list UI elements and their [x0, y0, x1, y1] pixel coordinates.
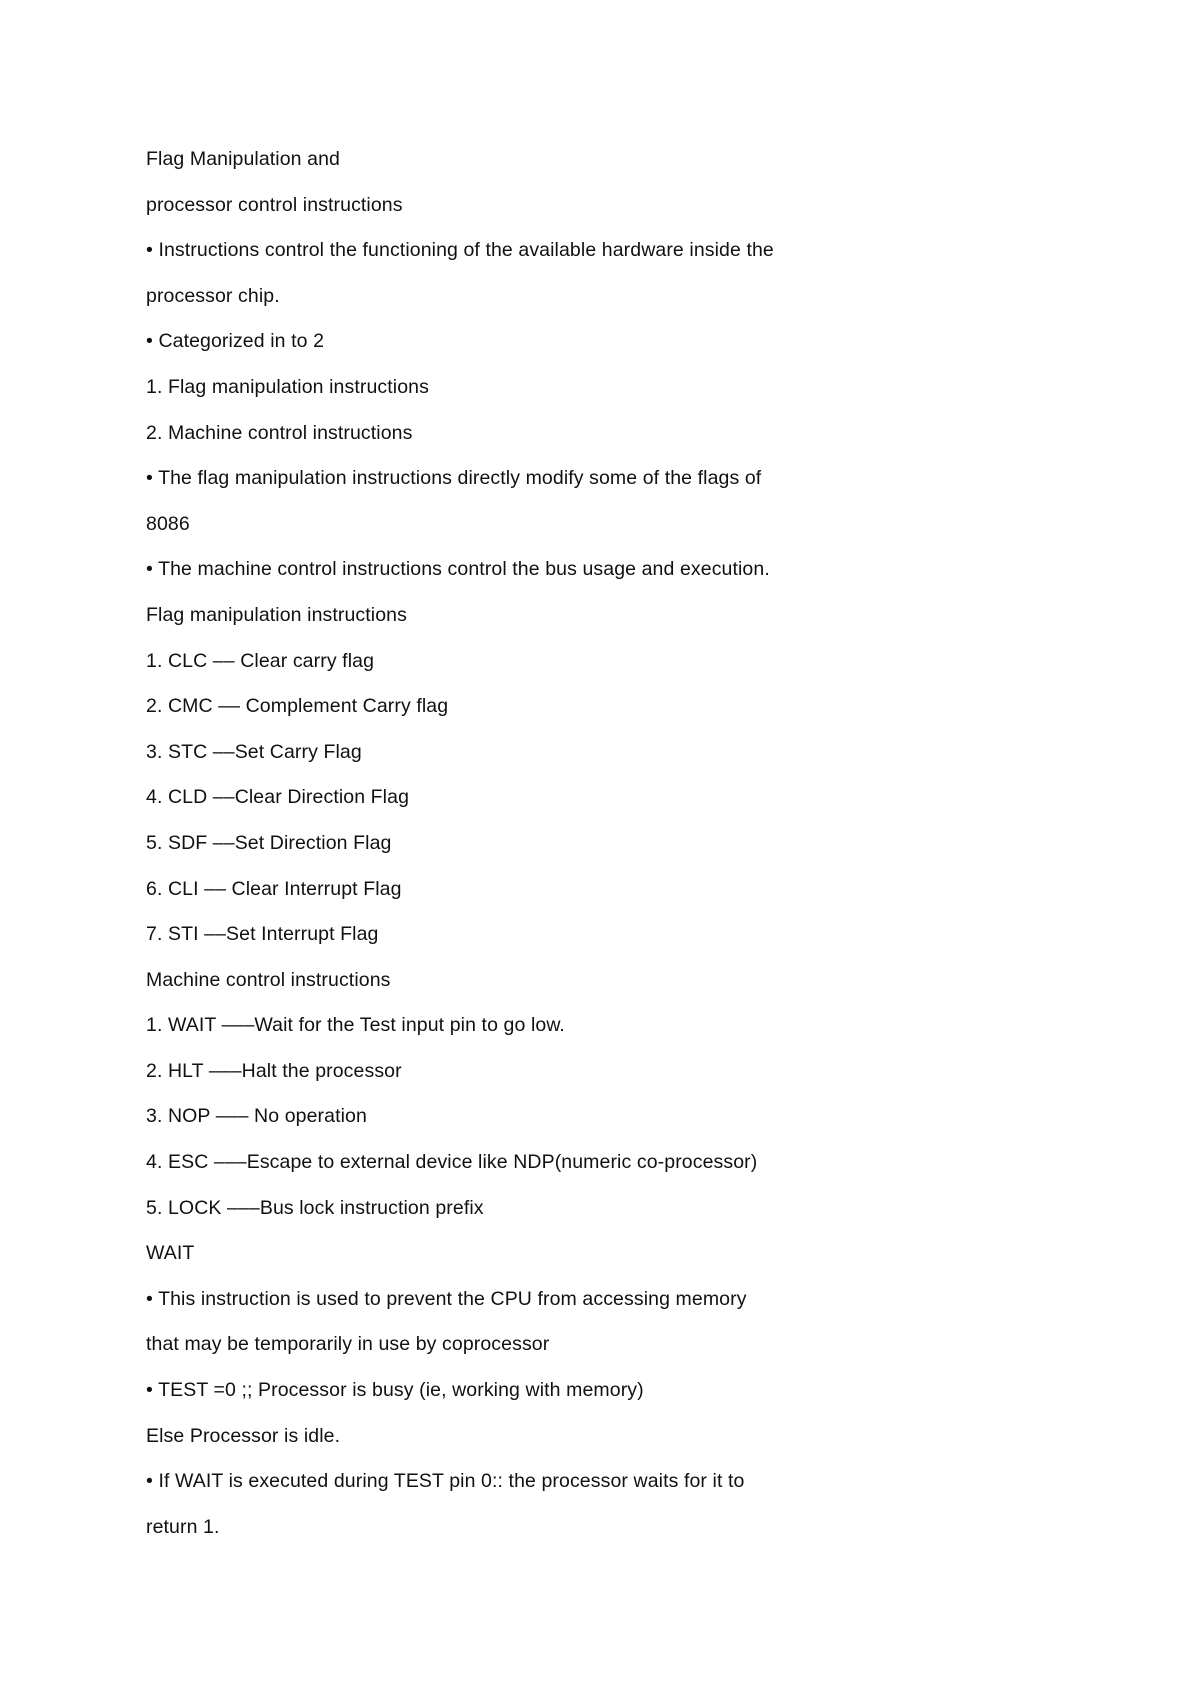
document-line: 2. HLT –––Halt the processor: [146, 1059, 402, 1082]
document-line: • If WAIT is executed during TEST pin 0:: the processor waits for it to: [146, 1470, 745, 1493]
document-line: processor control instructions: [146, 193, 403, 216]
document-line: • Categorized in to 2: [146, 330, 325, 353]
document-line: • The flag manipulation instructions directly modify some of the flags of: [146, 467, 762, 490]
document-line: 3. NOP ––– No operation: [146, 1105, 367, 1128]
document-line: 3. STC ––Set Carry Flag: [146, 740, 362, 763]
document-line: 7. STI ––Set Interrupt Flag: [146, 923, 379, 946]
document-line: 1. Flag manipulation instructions: [146, 375, 429, 398]
document-line: WAIT: [146, 1242, 195, 1265]
document-line: 6. CLI –– Clear Interrupt Flag: [146, 877, 402, 900]
document-line: return 1.: [146, 1515, 220, 1538]
document-line: 4. CLD ––Clear Direction Flag: [146, 786, 410, 809]
document-line: 8086: [146, 512, 190, 535]
document-body: [146, 146, 1066, 1559]
document-line: 5. SDF ––Set Direction Flag: [146, 831, 392, 854]
document-line: 5. LOCK –––Bus lock instruction prefix: [146, 1196, 484, 1219]
document-line: • Instructions control the functioning of the available hardware inside the: [146, 239, 774, 262]
document-line: Machine control instructions: [146, 968, 391, 991]
document-line: 1. WAIT –––Wait for the Test input pin to go low.: [146, 1014, 565, 1037]
document-line: that may be temporarily in use by coprocessor: [146, 1333, 550, 1356]
document-line: • The machine control instructions control the bus usage and execution.: [146, 558, 770, 581]
document-line: 4. ESC –––Escape to external device like NDP(numeric co-processor): [146, 1151, 758, 1174]
document-line: 1. CLC –– Clear carry flag: [146, 649, 375, 672]
document-line: Else Processor is idle.: [146, 1424, 341, 1447]
document-line: Flag Manipulation and: [146, 148, 340, 170]
document-line: • TEST =0 ;; Processor is busy (ie, working with memory): [146, 1379, 644, 1402]
document-line: 2. CMC –– Complement Carry flag: [146, 695, 449, 718]
document-line: 2. Machine control instructions: [146, 421, 413, 444]
document-line: • This instruction is used to prevent the CPU from accessing memory: [146, 1287, 747, 1310]
document-line: Flag manipulation instructions: [146, 603, 407, 626]
document-line: processor chip.: [146, 284, 280, 307]
